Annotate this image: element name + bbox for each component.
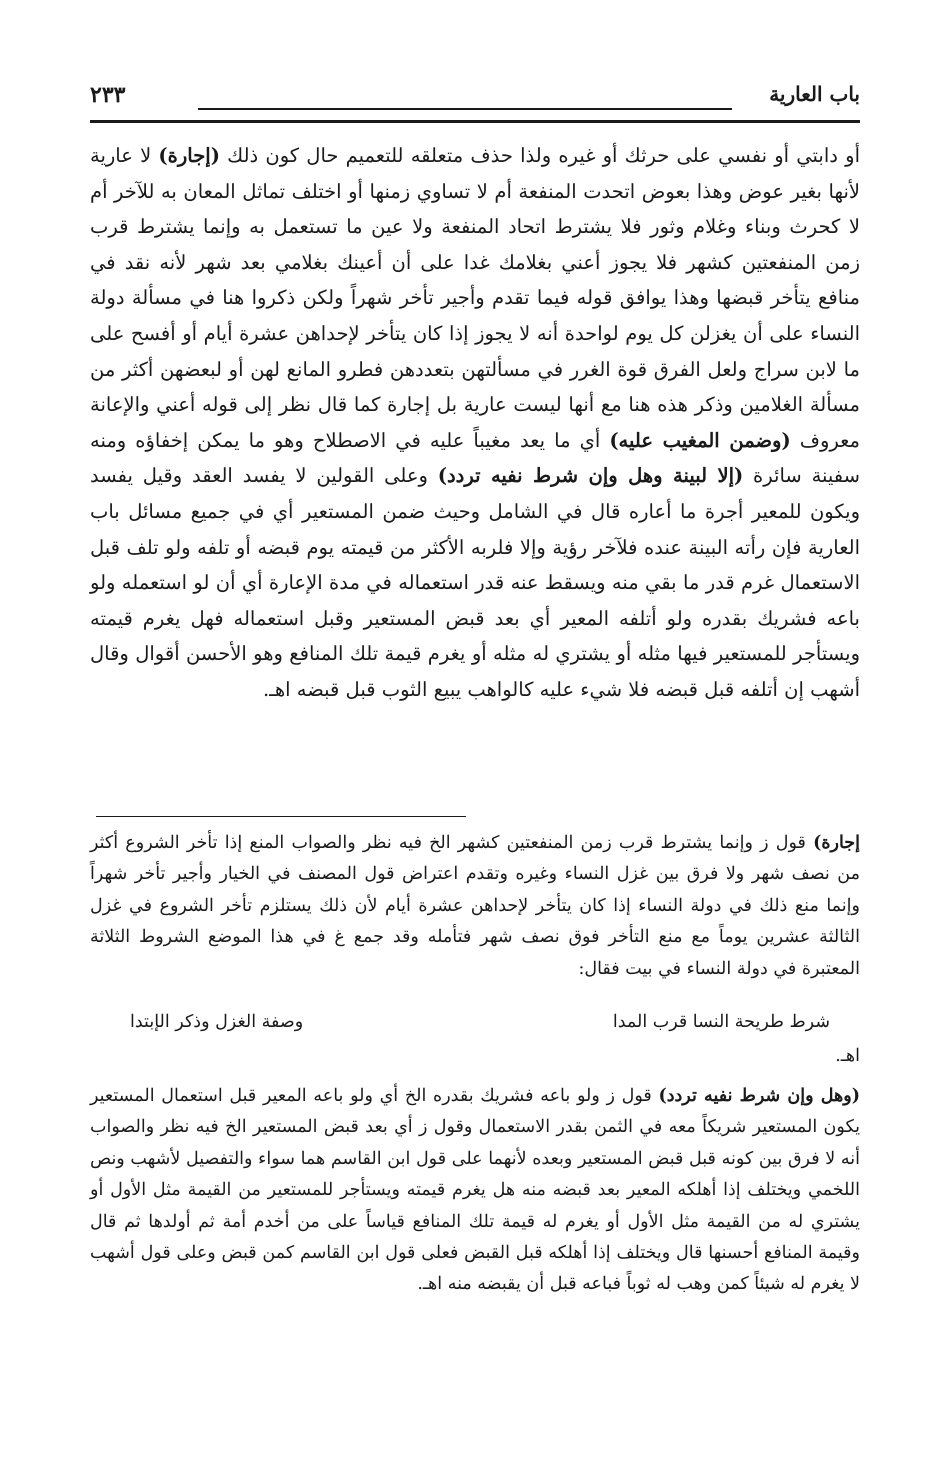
footnote-1 [90,828,860,985]
footnote-2 [90,1081,860,1301]
chapter-title: باب العارية [769,82,860,106]
matn-phrase: (إجارة) [158,144,220,167]
header-dash-rule [198,108,732,110]
footnote-text: قول ز ولو باعه فشريك بقدره الخ أي ولو باعه المعير قبل استعمال المستعير يكون المستعير شريكاً معه في الثمن بقدر الاستعمال وقول ز أي بعد قبض المستعير الخ فيه نظر والصواب أنه لا فرق بين كونه قبل قبض المستعير وبعده لأنهما على قول ابن القاسم هما سواء والتفصيل لأشهب ونص اللخمي ويختلف إذا أهلكه المعير بعد قبضه منه هل يغرم قيمته ويستأجر للمستعير من القيمة مثل الأول أو يشتري له من القيمة مثل الأول أو يغرم له قيمة تلك المنافع قياساً على من أخدم أمة ثم أولدها ثم قال وقيمة المنافع أحسنها قال ويختلف إذا أهلكه قبل القبض فعلى قول ابن القاسم كمن قبض وعلى قول أشهب لا يغرم له شيئاً كمن وهب له ثوباً فباعه قبل أن يقبضه منه اهـ. [90,1086,860,1295]
matn-phrase: (وضمن المغيب عليه) [609,428,791,452]
footnote-paragraph [90,828,860,985]
matn-phrase: (إلا لبينة وهل وإن شرط نفيه تردد) [437,464,744,488]
footnote-text: قول ز وإنما يشترط قرب زمن المنفعتين كشهر الخ فيه نظر والصواب المنع إذا تأخر الشروع أكثر من نصف شهر ولا فرق بين غزل النساء وغيره وتقدم اعتراض قول المصنف في الخيار وأجير تأخر شهراً وإنما منع ذلك في دولة النساء إذا كان يتأخر لإحداهن عشرة أيام لأن ذلك يستلزم تأخر الشروع في غزل الثالثة عشرين يوماً مع منع التأخر فوق نصف شهر فتأمله وقد جمع غ في هذا الموضع الشروط الثلاثة المعتبرة في دولة النساء في بيت فقال: [90,833,860,979]
verse-first-hemistich: شرط طريحة النسا قرب المدا [612,1012,830,1032]
main-text-segment: وعلى القولين لا يفسد العقد وقيل يفسد ويكون للمعير أجرة ما أعاره قال في الشامل وحيث ضمن المستعير أي في جميع مسائل باب العارية فإن رأته البينة عنده فلآخر رؤية وإلا فلربه الأكثر من قيمته يوم قبضه أو تلفه ولو تلف قبل الاستعمال غرم قدر ما بقي منه ويسقط عنه قدر استعماله في مدة الإعارة أي أن لو استعمله ولو باعه فشريك بقدره ولو أتلفه المعير أي بعد قبض المستعير وقبل استعماله فهل يغرم قيمته ويستأجر للمستعير فيها مثله أو يشتري له مثله أو يغرم قيمة تلك المنافع وهو الأحسن أقوال وقال أشهب إن أتلفه قبل قبضه فلا شيء عليه كالواهب يبيع الثوب قبل قبضه اهـ. [90,464,860,701]
page-header [90,80,860,124]
main-text-segment: أو دابتي أو نفسي على حرثك أو غيره ولذا حذف متعلقه للتعميم حال كون ذلك [219,144,860,167]
footnote-separator [96,816,466,817]
header-rule [90,120,860,123]
main-text [90,138,860,708]
footnote-heading: إجارة) [813,833,860,853]
poem-verse [130,1012,830,1044]
page-number: ٢٣٣ [90,82,126,108]
main-text-segment: لا عارية لأنها بغير عوض وهذا بعوض اتحدت المنفعة أم لا تساوي زمنها أو اختلف تماثل المعان به للآخر أم لا كحرث وبناء وغلام وثور فلا يشترط اتحاد المنفعة ولا عين ما تستعمل به وإنما يشترط قرب زمن المنفعتين كشهر فلا يجوز أعني بغلامك غدا على أن أعينك بغلامي بعد شهر لأنه نقد في منافع يتأخر قبضها وهذا يوافق قوله فيما تقدم وأجير تأخر شهراً ولكن ذكروا هنا في مسألة دولة النساء على أن يغزلن كل يوم لواحدة أنه لا يجوز إذا كان يتأخر لإحداهن عشرة أيام أو أفسح على ما لابن سراج ولعل الفرق قوة الغرر في مسألتهن بتعددهن فطرو المانع لهن أو لبعضهن أكثر من مسألة الغلامين وذكر هذه هنا مع أنها ليست عارية بل إجارة كما قال نظر إلى قوله أعني والإعانة معروف [90,144,860,452]
footnote-heading: (وهل وإن شرط نفيه تردد) [658,1086,860,1106]
footnote-paragraph [90,1081,860,1301]
main-text-segment: أي ما يعد مغيباً عليه في الاصطلاح وهو ما يمكن إخفاؤه ومنه سفينة سائرة [90,428,860,488]
verse-end-mark: اهـ. [835,1046,860,1066]
verse-second-hemistich: وصفة الغزل وذكر الإبتدا [130,1012,304,1032]
main-paragraph [90,138,860,708]
